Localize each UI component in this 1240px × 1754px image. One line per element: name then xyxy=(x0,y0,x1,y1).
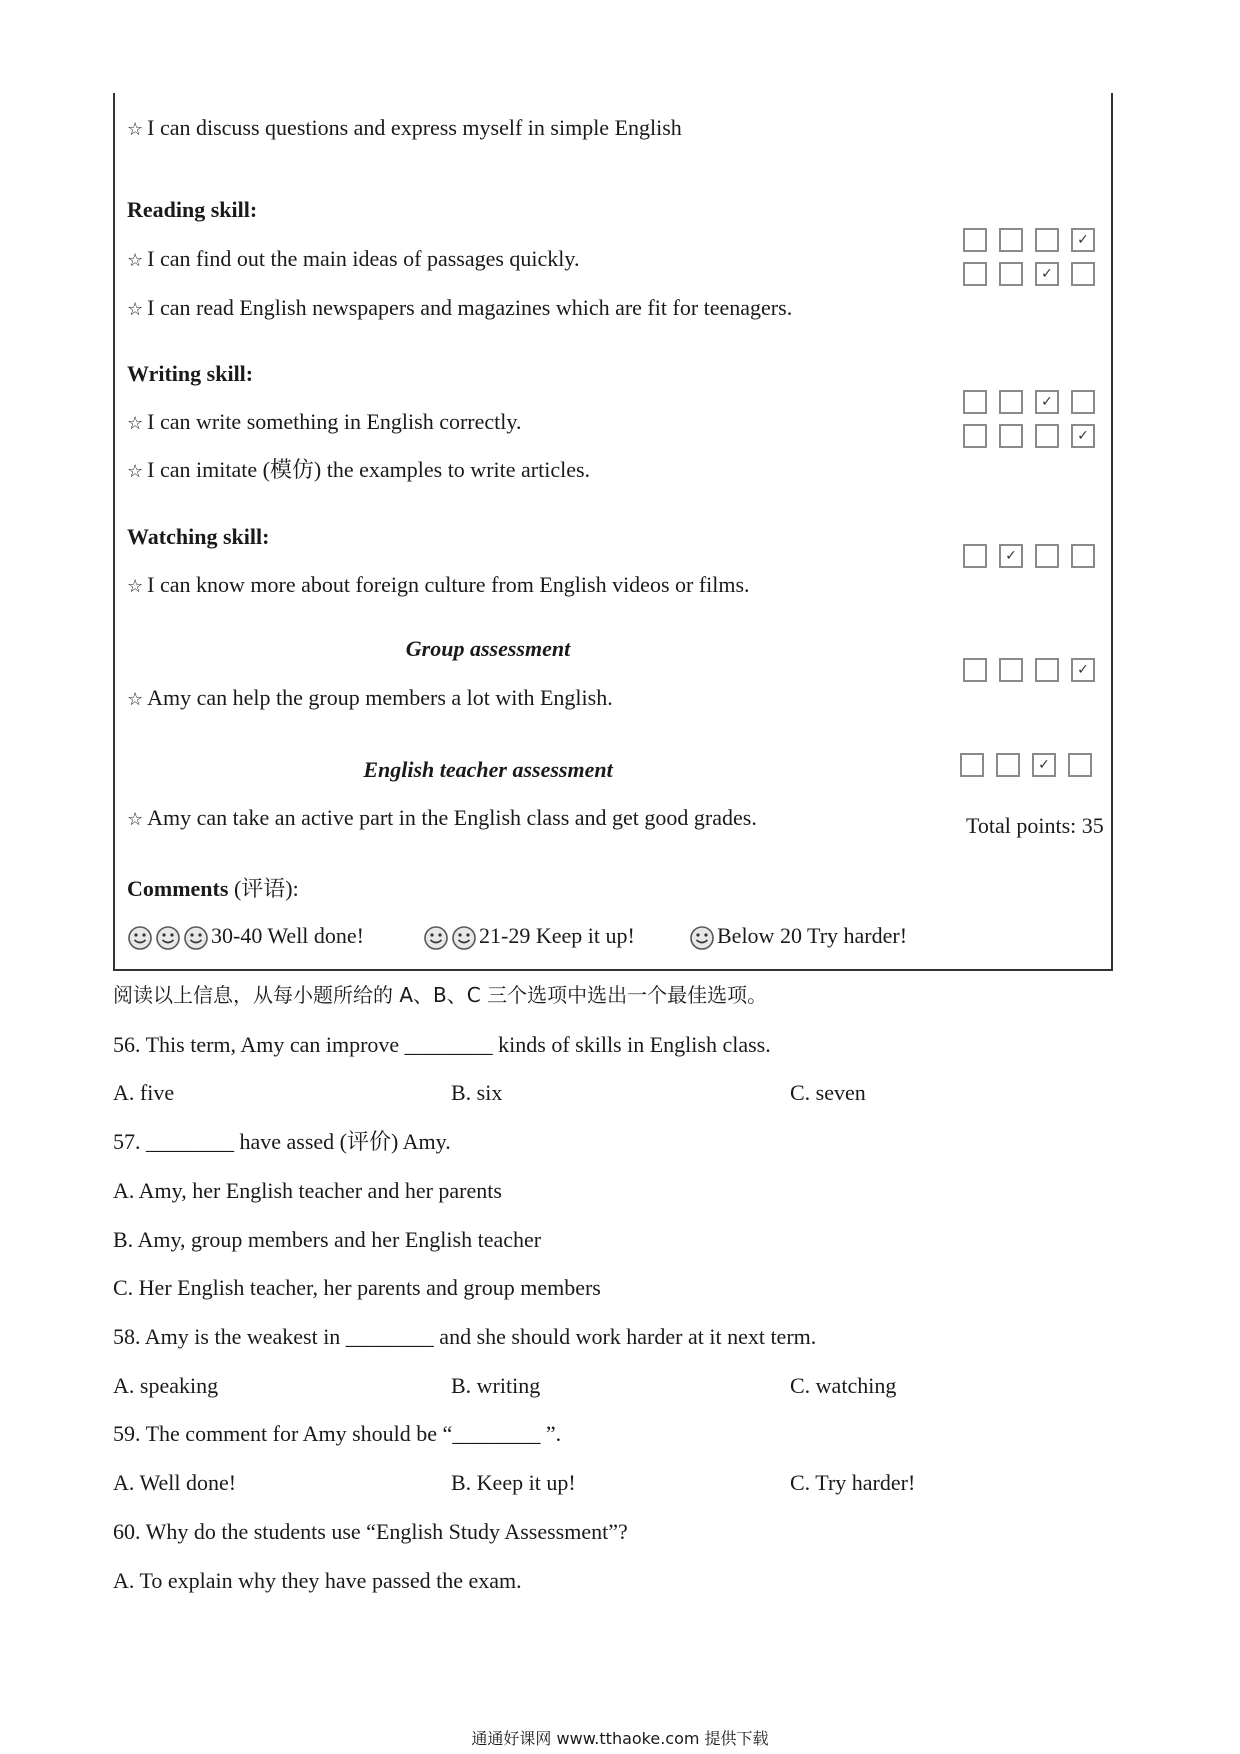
comment-level-2: 21-29 Keep it up! xyxy=(423,923,635,951)
star-icon: ☆ xyxy=(127,689,144,710)
star-icon: ☆ xyxy=(127,461,144,482)
checkbox-empty[interactable] xyxy=(1035,544,1059,568)
star-icon: ☆ xyxy=(127,299,144,320)
instruction-text: 阅读以上信息，从每小题所给的 A、B、C 三个选项中选出一个最佳选项。 xyxy=(113,983,768,1007)
checkmark-icon: ✓ xyxy=(1077,662,1089,678)
reading-skill-heading: Reading skill: xyxy=(127,197,258,222)
checkbox-empty[interactable] xyxy=(999,262,1023,286)
checkmark-icon: ✓ xyxy=(1041,266,1053,282)
star-icon: ☆ xyxy=(127,576,144,597)
checkbox-checked[interactable] xyxy=(1032,753,1056,777)
smiley-faces xyxy=(127,925,209,951)
question-59-stem: 59. The comment for Amy should be “________ ”. xyxy=(113,1421,562,1446)
question-58-option-b: B. writing xyxy=(451,1373,541,1398)
checkbox-empty[interactable] xyxy=(1068,753,1092,777)
page-footer: 通通好课网 www.tthaoke.com 提供下载 xyxy=(471,1729,769,1748)
checkmark-icon: ✓ xyxy=(1077,232,1089,248)
teacher-assessment-heading: English teacher assessment xyxy=(363,757,613,782)
question-59-option-b: B. Keep it up! xyxy=(451,1470,576,1495)
question-60-option-a: A. To explain why they have passed the exam. xyxy=(113,1568,522,1593)
checkbox-empty[interactable] xyxy=(999,390,1023,414)
group-assessment-heading: Group assessment xyxy=(405,636,571,661)
star-icon: ☆ xyxy=(127,413,144,434)
checkbox-empty[interactable] xyxy=(1071,390,1095,414)
reading-item-1: ☆ I can find out the main ideas of passages quickly. xyxy=(127,246,580,271)
checkmark-icon: ✓ xyxy=(1005,548,1017,564)
question-56-stem: 56. This term, Amy can improve ________ kinds of skills in English class. xyxy=(113,1032,771,1057)
smiley-faces xyxy=(689,925,715,951)
comments-heading: Comments (评语): xyxy=(127,876,299,901)
checkbox-checked[interactable] xyxy=(1071,228,1095,252)
question-58-stem: 58. Amy is the weakest in ________ and she should work harder at it next term. xyxy=(113,1324,817,1349)
smiley-face-icon xyxy=(451,925,477,951)
question-59-option-a: A. Well done! xyxy=(113,1470,237,1495)
smiley-faces xyxy=(423,925,477,951)
checkbox-checked[interactable] xyxy=(1035,390,1059,414)
question-59-option-c: C. Try harder! xyxy=(790,1470,916,1495)
rating-boxes xyxy=(963,390,1095,414)
smiley-face-icon xyxy=(127,925,153,951)
checkbox-empty[interactable] xyxy=(963,262,987,286)
checkbox-empty[interactable] xyxy=(999,228,1023,252)
watching-skill-heading: Watching skill: xyxy=(127,524,270,549)
total-points: Total points: 35 xyxy=(966,813,1104,838)
question-57-option-a: A. Amy, her English teacher and her parents xyxy=(113,1178,502,1203)
question-56-option-a: A. five xyxy=(113,1080,175,1105)
question-57-option-c: C. Her English teacher, her parents and group members xyxy=(113,1275,601,1300)
rating-boxes xyxy=(960,753,1092,777)
star-icon: ☆ xyxy=(127,809,144,830)
reading-item-2: ☆ I can read English newspapers and magazines which are fit for teenagers. xyxy=(127,295,793,320)
writing-skill-heading: Writing skill: xyxy=(127,361,254,386)
checkbox-empty[interactable] xyxy=(1035,228,1059,252)
checkmark-icon: ✓ xyxy=(1077,428,1089,444)
rating-boxes xyxy=(963,658,1095,682)
comment-level-1: 30-40 Well done! xyxy=(127,923,364,951)
smiley-face-icon xyxy=(155,925,181,951)
smiley-face-icon xyxy=(183,925,209,951)
checkbox-empty[interactable] xyxy=(1035,424,1059,448)
checkbox-checked[interactable] xyxy=(1071,424,1095,448)
checkbox-empty[interactable] xyxy=(963,658,987,682)
checkbox-empty[interactable] xyxy=(963,390,987,414)
checkbox-checked[interactable] xyxy=(1071,658,1095,682)
checkbox-checked[interactable] xyxy=(999,544,1023,568)
star-icon: ☆ xyxy=(127,250,144,271)
smiley-face-icon xyxy=(689,925,715,951)
checkbox-checked[interactable] xyxy=(1035,262,1059,286)
checkbox-empty[interactable] xyxy=(963,544,987,568)
question-57-option-b: B. Amy, group members and her English teacher xyxy=(113,1227,542,1252)
checkbox-empty[interactable] xyxy=(960,753,984,777)
rating-boxes xyxy=(963,544,1095,568)
checkbox-empty[interactable] xyxy=(963,228,987,252)
writing-item-1: ☆ I can write something in English correctly. xyxy=(127,409,522,434)
question-60-stem: 60. Why do the students use “English Study Assessment”? xyxy=(113,1519,628,1544)
smiley-face-icon xyxy=(423,925,449,951)
rating-boxes xyxy=(963,262,1095,286)
star-icon: ☆ xyxy=(127,119,144,140)
checkbox-empty[interactable] xyxy=(999,658,1023,682)
checkbox-empty[interactable] xyxy=(996,753,1020,777)
checkmark-icon: ✓ xyxy=(1038,757,1050,773)
question-57-stem: 57. ________ have assed (评价) Amy. xyxy=(113,1129,451,1154)
question-58-option-c: C. watching xyxy=(790,1373,897,1398)
checkmark-icon: ✓ xyxy=(1041,394,1053,410)
question-58-option-a: A. speaking xyxy=(113,1373,219,1398)
rating-boxes xyxy=(963,424,1095,448)
watching-item-1: ☆ I can know more about foreign culture from English videos or films. xyxy=(127,572,750,597)
speaking-item: ☆ I can discuss questions and express myself in simple English xyxy=(127,115,682,140)
checkbox-empty[interactable] xyxy=(1071,544,1095,568)
question-56-option-c: C. seven xyxy=(790,1080,866,1105)
checkbox-empty[interactable] xyxy=(1035,658,1059,682)
writing-item-2: ☆ I can imitate (模仿) the examples to write articles. xyxy=(127,457,591,482)
group-item-1: ☆ Amy can help the group members a lot with English. xyxy=(127,685,613,710)
checkbox-empty[interactable] xyxy=(1071,262,1095,286)
rating-boxes xyxy=(963,228,1095,252)
checkbox-empty[interactable] xyxy=(963,424,987,448)
comment-level-3: Below 20 Try harder! xyxy=(689,923,907,951)
teacher-item-1: ☆ Amy can take an active part in the English class and get good grades. xyxy=(127,805,757,830)
question-56-option-b: B. six xyxy=(451,1080,503,1105)
checkbox-empty[interactable] xyxy=(999,424,1023,448)
